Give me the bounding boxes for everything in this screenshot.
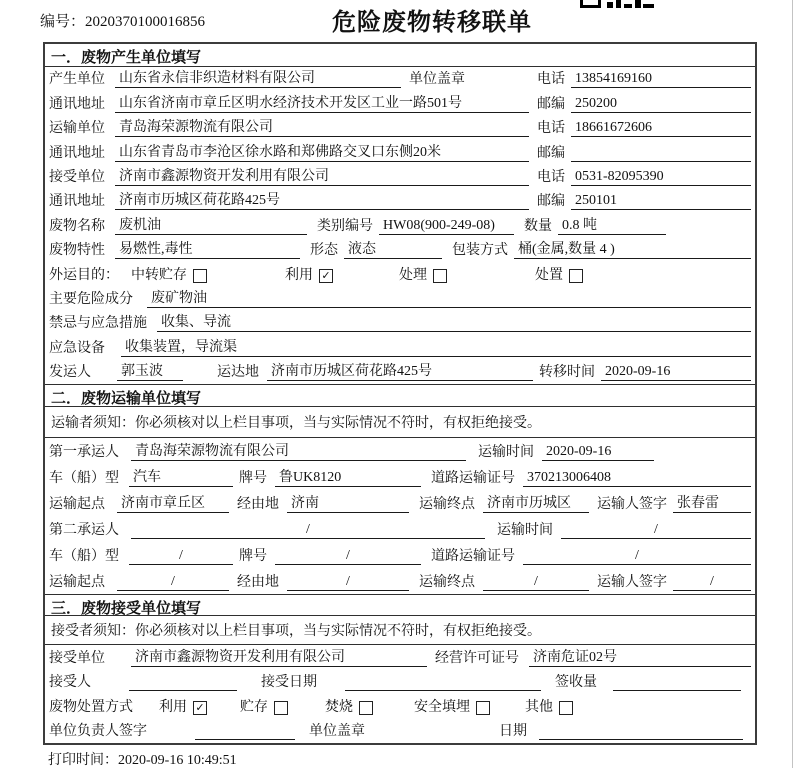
checkbox-group-other (525, 696, 573, 716)
first-carrier-value: 青岛海荣源物流有限公司 (131, 440, 466, 461)
section-receiver-title: 三．废物接受单位填写 (45, 595, 755, 616)
form-row-responsible-signature (45, 719, 755, 744)
section-producer (45, 44, 755, 384)
transporter-notice: 运输者须知：你必须核对以上栏目事项，当与实际情况不符时，有权拒绝接受。 (45, 407, 755, 438)
responsible-signature-value (195, 739, 295, 740)
form-row-receiver-unit (45, 165, 755, 189)
form-row-waste-name (45, 213, 755, 237)
via-2-value: / (287, 574, 409, 591)
packaging-value: 桶(金属,数量 4 ) (514, 238, 751, 259)
plate-number-label: 牌号 (239, 471, 267, 487)
checkbox-utilize: ✓ (319, 269, 333, 283)
producer-unit-label: 产生单位 (49, 72, 105, 88)
checkbox-group-dispose (535, 264, 583, 284)
emergency-measures-value: 收集、导流 (157, 311, 751, 332)
receiver-address-value: 济南市历城区荷花路425号 (115, 189, 529, 210)
print-time (48, 749, 237, 768)
waste-category-label: 类别编号 (317, 218, 373, 234)
other-label: 其他 (525, 699, 553, 715)
section-producer-title: 一．废物产生单位填写 (45, 44, 755, 67)
transporter-phone-label: 电话 (537, 121, 565, 137)
received-quantity-label: 签收量 (555, 675, 597, 691)
unit-seal-label: 单位盖章 (409, 72, 465, 88)
treat-label: 处理 (399, 267, 427, 283)
first-carrier-label: 第一承运人 (49, 445, 119, 461)
terminus-2-value: / (483, 574, 589, 591)
section-transporter-title: 二．废物运输单位填写 (45, 385, 755, 407)
carrier-signature-value: 张春雷 (673, 492, 751, 513)
transporter-unit-value: 青岛海荣源物流有限公司 (115, 116, 529, 137)
checkbox-group-utilize-2 (159, 696, 207, 716)
document-number-label: 编号： (40, 14, 86, 30)
shipper-label: 发运人 (49, 365, 91, 381)
checkbox-store (274, 701, 288, 715)
landfill-label: 安全填埋 (414, 699, 470, 715)
destination-label: 运达地 (217, 365, 259, 381)
shipper-value: 郭玉波 (117, 360, 183, 381)
checkbox-group-treat (399, 264, 447, 284)
unit-seal-2-label: 单位盖章 (309, 724, 365, 740)
origin-2-label: 运输起点 (49, 575, 105, 591)
form-row-transporter-unit (45, 116, 755, 140)
producer-postcode-label: 邮编 (537, 96, 565, 112)
transport-time-value: 2020-09-16 (542, 444, 654, 461)
transit-storage-label: 中转贮存 (131, 267, 187, 283)
date-label: 日期 (499, 724, 527, 740)
form-row-route-1 (45, 490, 755, 516)
form-row-emergency-measures (45, 311, 755, 335)
acceptor-label: 接受人 (49, 675, 91, 691)
waste-quantity-value: 0.8 吨 (558, 214, 666, 235)
checkbox-transit-storage (193, 269, 207, 283)
waste-quantity-label: 数量 (524, 218, 552, 234)
receiver-unit-value: 济南市鑫源物资开发利用有限公司 (115, 165, 529, 186)
receiver-notice: 接受者须知：你必须核对以上栏目事项，当与实际情况不符时，有权拒绝接受。 (45, 616, 755, 645)
form-row-transporter-address (45, 140, 755, 164)
transporter-phone-value: 18661672606 (571, 120, 751, 137)
form-row-vehicle-2 (45, 542, 755, 568)
road-permit-label: 道路运输证号 (431, 471, 515, 487)
waste-form-label: 形态 (310, 243, 338, 259)
plate-number-2-label: 牌号 (239, 549, 267, 565)
checkbox-landfill (476, 701, 490, 715)
producer-phone-value: 13854169160 (571, 71, 751, 88)
accepting-unit-label: 接受单位 (49, 650, 105, 666)
checkbox-group-store (240, 696, 288, 716)
waste-name-value: 废机油 (115, 214, 307, 235)
utilize-label: 利用 (285, 267, 313, 283)
checkbox-other (559, 701, 573, 715)
form-row-shipper (45, 360, 755, 384)
form-row-hazard-components (45, 287, 755, 311)
utilize-2-label: 利用 (159, 699, 187, 715)
plate-number-2-value: / (275, 548, 421, 565)
receiver-postcode-value: 250101 (571, 193, 751, 210)
form-row-emergency-equipment (45, 335, 755, 359)
road-permit-value: 370213006408 (523, 470, 751, 487)
waste-form-value: 液态 (344, 238, 442, 259)
form-row-acceptor (45, 670, 755, 695)
origin-value: 济南市章丘区 (117, 492, 229, 513)
vehicle-type-2-value: / (129, 548, 233, 565)
transfer-time-label: 转移时间 (539, 365, 595, 381)
transporter-address-label: 通讯地址 (49, 145, 105, 161)
incinerate-label: 焚烧 (325, 699, 353, 715)
transport-time-2-label: 运输时间 (497, 523, 553, 539)
carrier-signature-label: 运输人签字 (597, 497, 667, 513)
accept-date-label: 接受日期 (261, 675, 317, 691)
form-row-second-carrier (45, 516, 755, 542)
waste-property-label: 废物特性 (49, 243, 105, 259)
terminus-2-label: 运输终点 (419, 575, 475, 591)
receiver-phone-label: 电话 (537, 169, 565, 185)
form-row-receiver-address (45, 189, 755, 213)
road-permit-2-label: 道路运输证号 (431, 549, 515, 565)
destination-value: 济南市历城区荷花路425号 (267, 360, 533, 381)
acceptor-value (129, 690, 237, 691)
emergency-measures-label: 禁忌与应急措施 (49, 316, 147, 332)
page-title: 危险废物转移联单 (332, 9, 532, 36)
vehicle-type-label: 车（船）型 (49, 471, 119, 487)
terminus-label: 运输终点 (419, 497, 475, 513)
transport-time-label: 运输时间 (478, 445, 534, 461)
print-time-value: 2020-09-16 10:49:51 (118, 753, 237, 768)
form-row-transfer-purpose (45, 262, 755, 286)
form-row-vehicle-1 (45, 464, 755, 490)
checkbox-utilize-2: ✓ (193, 701, 207, 715)
dispose-label: 处置 (535, 267, 563, 283)
form-row-accepting-unit (45, 645, 755, 670)
producer-address-label: 通讯地址 (49, 96, 105, 112)
producer-address-value: 山东省济南市章丘区明水经济技术开发区工业一路501号 (115, 92, 529, 113)
date-value (539, 739, 743, 740)
checkbox-group-landfill (414, 696, 490, 716)
transporter-postcode-label: 邮编 (537, 145, 565, 161)
receiver-address-label: 通讯地址 (49, 194, 105, 210)
carrier-signature-2-label: 运输人签字 (597, 575, 667, 591)
accepting-unit-value: 济南市鑫源物资开发利用有限公司 (131, 646, 427, 667)
receiver-postcode-label: 邮编 (537, 194, 565, 210)
print-time-label: 打印时间： (48, 753, 118, 768)
origin-label: 运输起点 (49, 497, 105, 513)
transport-time-2-value: / (561, 522, 751, 539)
transporter-address-value: 山东省青岛市李沧区徐水路和郑佛路交叉口东侧20米 (115, 141, 529, 162)
section-transporter (45, 384, 755, 594)
producer-postcode-value: 250200 (571, 96, 751, 113)
producer-phone-label: 电话 (537, 72, 565, 88)
emergency-equipment-label: 应急设备 (49, 340, 105, 356)
page-edge-line (792, 0, 793, 768)
transfer-time-value: 2020-09-16 (601, 364, 751, 381)
document-number-value: 2020370100016856 (85, 14, 206, 30)
form-row-first-carrier (45, 438, 755, 464)
receiver-phone-value: 0531-82095390 (571, 169, 751, 186)
section-receiver (45, 594, 755, 743)
form-row-producer-unit (45, 67, 755, 91)
transporter-unit-label: 运输单位 (49, 121, 105, 137)
carrier-signature-2-value: / (673, 574, 751, 591)
via-2-label: 经由地 (237, 575, 279, 591)
via-label: 经由地 (237, 497, 279, 513)
emergency-equipment-value: 收集装置，导流渠 (121, 336, 751, 357)
second-carrier-value: / (131, 522, 485, 539)
checkbox-group-incinerate (325, 696, 373, 716)
checkbox-group-utilize (285, 264, 333, 284)
received-quantity-value (613, 690, 741, 691)
plate-number-value: 鲁UK8120 (275, 466, 421, 487)
receiver-unit-label: 接受单位 (49, 169, 105, 185)
checkbox-incinerate (359, 701, 373, 715)
checkbox-group-transit-storage (131, 264, 207, 284)
terminus-value: 济南市历城区 (483, 492, 589, 513)
transporter-postcode-value (571, 161, 751, 162)
responsible-signature-label: 单位负责人签字 (49, 724, 147, 740)
form-row-disposal-method (45, 694, 755, 719)
vehicle-type-value: 汽车 (129, 466, 233, 487)
form-row-route-2 (45, 568, 755, 594)
waste-category-value: HW08(900-249-08) (379, 218, 514, 235)
checkbox-dispose (569, 269, 583, 283)
via-value: 济南 (287, 492, 409, 513)
license-number-label: 经营许可证号 (435, 650, 519, 666)
origin-2-value: / (117, 574, 229, 591)
hazard-components-value: 废矿物油 (147, 287, 751, 308)
document-number (40, 10, 205, 31)
producer-unit-value: 山东省永信非织造材料有限公司 (115, 67, 401, 88)
transfer-purpose-label: 外运目的： (49, 267, 119, 283)
form-row-producer-address (45, 91, 755, 115)
hazard-components-label: 主要危险成分 (49, 291, 133, 307)
accept-date-value (345, 690, 541, 691)
waste-name-label: 废物名称 (49, 218, 105, 234)
disposal-method-label: 废物处置方式 (49, 699, 133, 715)
vehicle-type-2-label: 车（船）型 (49, 549, 119, 565)
waste-property-value: 易燃性,毒性 (115, 238, 300, 259)
license-number-value: 济南危证02号 (529, 646, 751, 667)
road-permit-2-value: / (523, 548, 751, 565)
packaging-label: 包装方式 (452, 243, 508, 259)
second-carrier-label: 第二承运人 (49, 523, 119, 539)
form-row-waste-property (45, 238, 755, 262)
store-label: 贮存 (240, 699, 268, 715)
qr-code-icon (580, 0, 654, 8)
manifest-form-table (43, 42, 757, 745)
checkbox-treat (433, 269, 447, 283)
